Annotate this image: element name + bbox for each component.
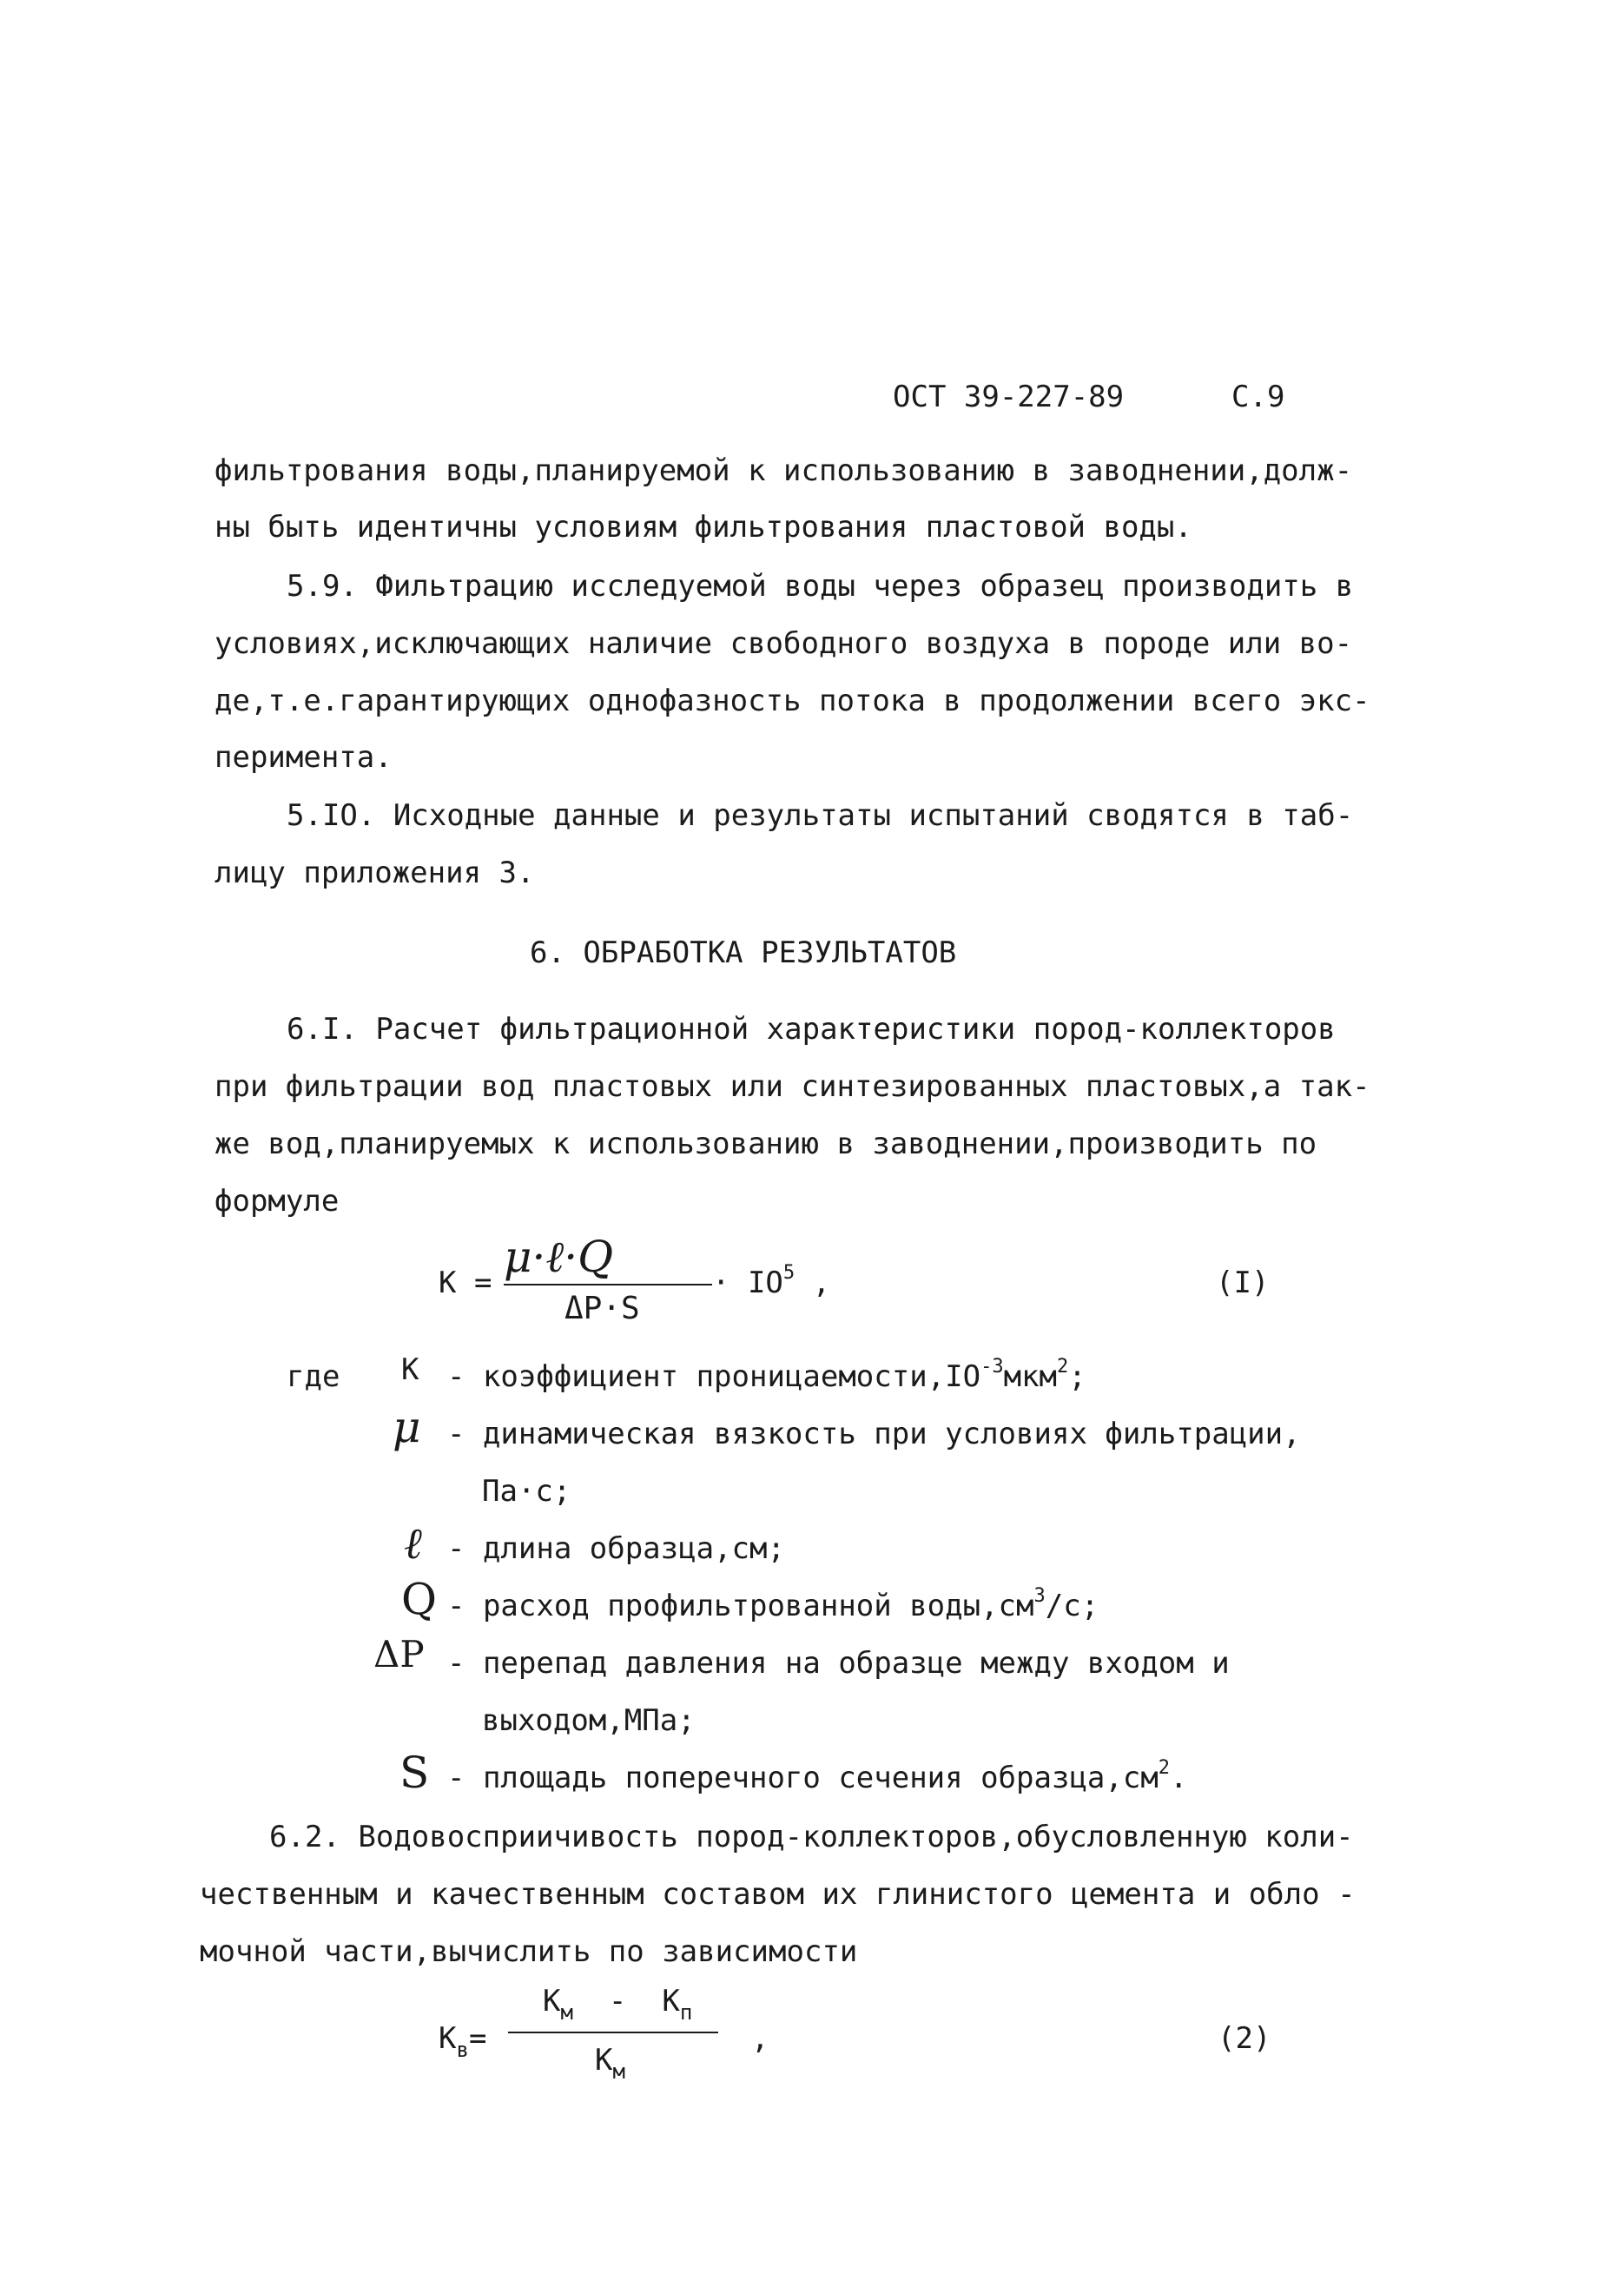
formula-2-comma: , [751, 2021, 769, 2056]
text-line: формуле [215, 1184, 340, 1219]
text-line: мочной части,вычислить по зависимости [200, 1934, 858, 1969]
text-line: перимента. [215, 740, 393, 775]
def-symbol-l: ℓ [404, 1518, 422, 1569]
section-heading: 6. ОБРАБОТКА РЕЗУЛЬТАТОВ [530, 935, 957, 970]
def-s: - площадь поперечного сечения $образца,см^2$. [447, 1757, 1188, 1795]
text-line: 5.IO. Исходные данные и результаты испытаний сводятся в таб- [287, 798, 1354, 833]
text-line: при фильтрации вод пластовых или синтезированных пластовых,а так- [215, 1069, 1370, 1104]
def-mu-cont: Па·с; [482, 1474, 571, 1509]
formula-1-numerator: μ·ℓ·Q [504, 1232, 614, 1282]
text-line: чественным и качественным составом их глинистого цемента и обло - [200, 1877, 1356, 1912]
def-symbol-k: К [401, 1352, 419, 1387]
def-symbol-s: S [399, 1748, 430, 1798]
def-symbol-mu: μ [393, 1402, 421, 1452]
formula-2-fraction [508, 1984, 734, 2084]
text-line: де,т.е.гарантирующих однофазность потока в продолжении всего экс- [215, 684, 1370, 718]
formula-1-lhs: К = [439, 1266, 492, 1300]
formula-2-lhs: $К_в=$ [439, 2021, 487, 2062]
formula-1-denominator: ΔP·S [564, 1291, 640, 1326]
formula-1-fraction-bar [504, 1284, 712, 1285]
text-line: 6.2. Водовосприичивость пород-коллекторов,обусловленную коли- [269, 1820, 1354, 1854]
page-number: С.9 [1231, 380, 1285, 414]
formula-1-exponent: 5 [782, 1262, 795, 1284]
text-line: 5.9. Фильтрацию исследуемой воды через образец производить в [287, 569, 1354, 604]
text-line: ны быть идентичны условиям фильтрования пластовой воды. [215, 510, 1192, 545]
def-k: - коэффициент $проницаемости,IO^{-3}мкм^2$; [447, 1356, 1086, 1394]
def-symbol-q: Q [401, 1574, 437, 1624]
document-id: ОСТ 39-227-89 [893, 380, 1125, 414]
def-dp-cont: выходом,МПа; [482, 1703, 696, 1738]
formula-1-number: (I) [1216, 1266, 1270, 1300]
formula-1-fraction [504, 1232, 721, 1327]
formula-2-denominator: $К_м$ [595, 2043, 625, 2084]
def-dp: - перепад давления на образце между входом и [447, 1646, 1230, 1681]
text-line: же вод,планируемых к использованию в заводнении,производить по [215, 1127, 1317, 1161]
formula-1-factor: · $IO^5$ , [712, 1262, 831, 1300]
where-label: где [287, 1359, 340, 1394]
text-line: лицу приложения 3. [215, 856, 535, 890]
text-line: 6.I. Расчет фильтрационной характеристики пород-коллекторов [287, 1012, 1336, 1047]
def-q: - расход профильтрованной $воды,см^3/с$; [447, 1585, 1099, 1623]
def-symbol-dp: ΔP [373, 1633, 425, 1675]
formula-2-number: (2) [1218, 2021, 1271, 2056]
text-line: условиях,исключающих наличие свободного воздуха в породе или во- [215, 626, 1353, 661]
formula-2-fraction-bar [508, 2032, 718, 2033]
formula-2-numerator: $К_м - К_п$ [543, 1984, 693, 2025]
def-l: - длина образца,см; [447, 1531, 785, 1566]
text-line: фильтрования воды,планируемой к использованию в заводнении,долж- [215, 453, 1353, 488]
def-mu: - динамическая вязкость при условиях фильтрации, [447, 1417, 1301, 1451]
